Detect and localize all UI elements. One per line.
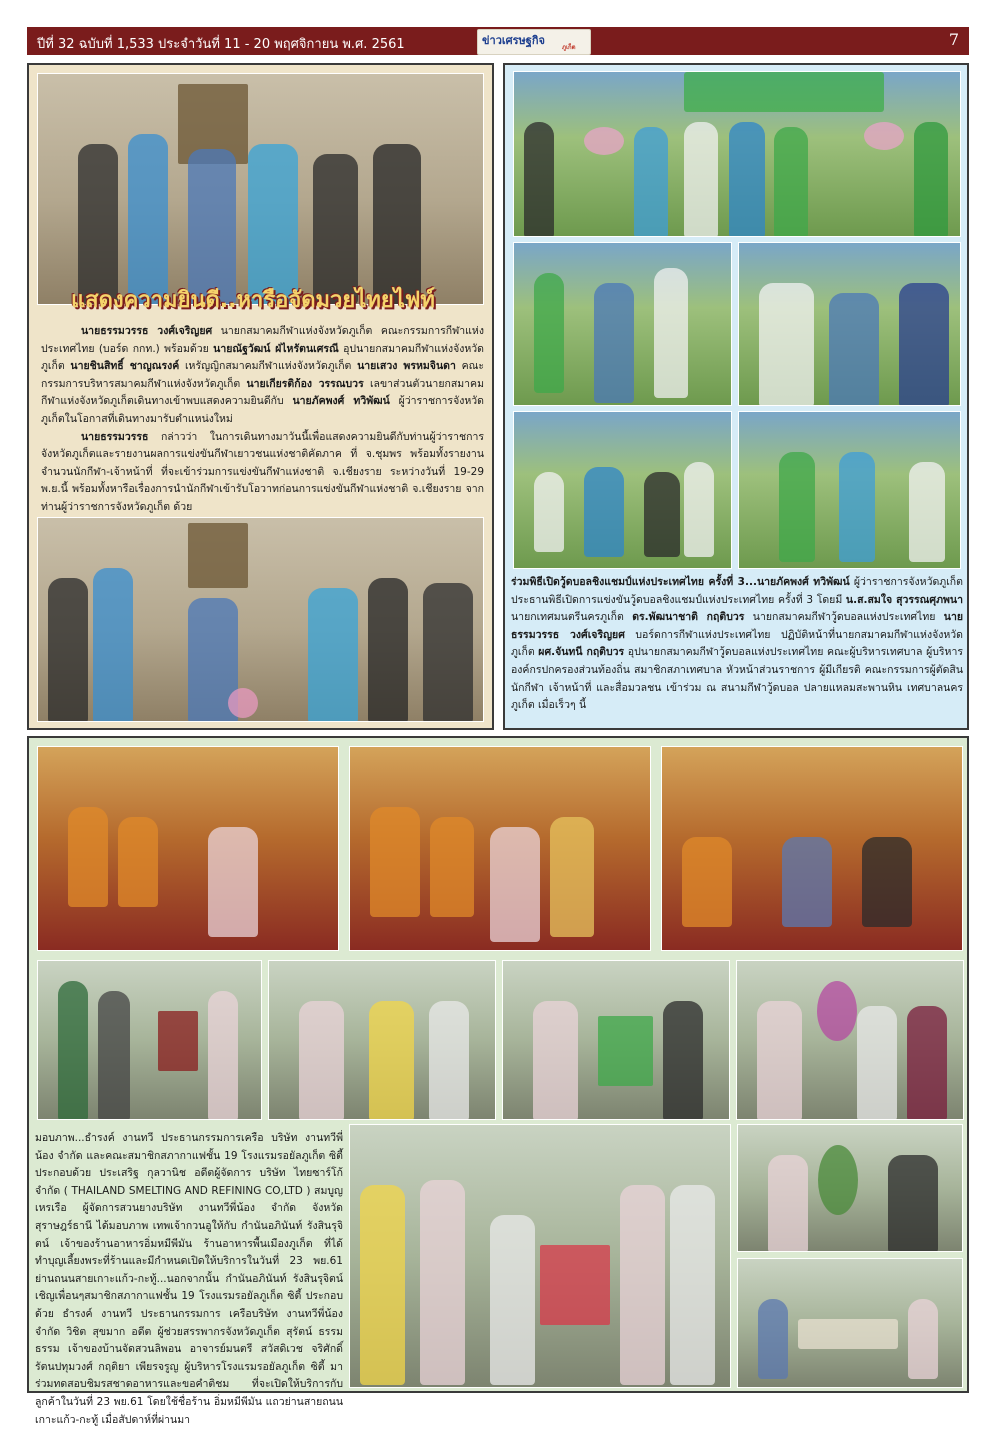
photo-monks-ceremony-1	[37, 746, 339, 951]
photo-woodball-group	[513, 71, 961, 237]
page-header-bar	[27, 27, 969, 55]
photo-group-handover	[37, 73, 484, 305]
page-number: 7	[948, 30, 959, 49]
photo-plant-gift	[737, 1124, 963, 1252]
article-body-text: นายธรรมวรรธ วงศ์เจริญยศ นายกสมาคมกีฬาแห่งจังหวัดภูเก็ต คณะกรรมการกีฬาแห่งประเทศไทย (บอร์ด กกท.) พร้อมด้วย นายณัฐวัฒน์ ฝ่ไหรัตนเศรณี อุปนายกสมาคมกีฬาแห่งจังหวัดภูเก็ต นายชินสิทธิ์ ชาญณรงค์ เหรัญญิกสมาคมกีฬาแห่งจังหวัดภูเก็ต นายเสวง พรหมจินดา คณะกรรมการบริหารสมาคมกีฬาแห่งจังหวัดภูเก็ต นายเกียรติก้อง วรรณบวร เลขาส่วนตัวนายกสมาคมกีฬาแห่งจังหวัดภูเก็ตเดินทางเข้าพบแสดงความยินดีกับ นายภัคพงศ์ ทวิพัฒน์ ผู้ว่าราชการจังหวัดภูเก็ตในโอกาสที่เดินทางมารับตำแหน่งใหม่ นายธรรมวรรธ กล่าวว่า ในการเดินทางมาวันนี้เพื่อแสดงความยินดีกับท่านผู้ว่าราชการจังหวัดภูเก็ตและรายงานผลการแข่งขันกีฬาเยาวชนแห่งชาติคัดภาค ที่ จ.ชุมพร พร้อมทั้งรายงานจำนวนนักกีฬา-เจ้าหน้าที่ ที่จะเข้าร่วมการแข่งขันกีฬาแห่งชาติ จ.เชียงราย ระหว่างวันที่ 19-29 พ.ย.นี้ พร้อมทั้งหารือเรื่องการนำนักกีฬาเข้ารับโอวาทก่อนการแข่งขันกีฬาแห่งชาติ จ.เชียงราย จากท่านผู้ว่าราชการจังหวัดภูเก็ต ด้วย	[41, 325, 485, 513]
photo-woodball-play	[738, 411, 961, 569]
photo-woodball-guests	[513, 411, 732, 569]
merit-article-text: มอบภาพ...ธำรงค์ งานทวี ประธานกรรมการเครือ บริษัท งานทวีพี่น้อง จำกัด และคณะสมาชิกสภากาแฟชั้น 19 โรงแรมรอยัลภูเก็ต ซิตี้ ประกอบด้วย ประเสริฐ กุลวานิช อดีตผู้จัดการ บริษัท ไทยซาร์โก้ จำกัด ( THAILAND SMELTING AND REFINING CO,LTD ) สมบูญ เหรเรือ ผู้จัดการสวนยางบริษัท งานทวีพี่น้อง จำกัด จังหวัดสุราษฎร์ธานี ได้มอบภาพ เทพเจ้ากวนอูให้กับ กำนันอภินันท์ รังสินรุจิตน์ เจ้าของร้านอาหารอิ่มหมีพีมัน ร้านอาหารพื้นเมืองภูเก็ต ที่ได้ทำบุญเลี้ยงพระที่ร้านและมีกำหนดเปิดให้บริการในวันที่ 23 พย.61 ย่านถนนสายเกาะแก้ว-กะทู้...นอกจากนั้น กำนันอภินันท์ รังสินรุจิตน์ เชิญเพื่อนๆสมาชิกสภากาแฟชั้น 19 โรงแรมรอยัลภูเก็ต ซิตี้ ประกอบด้วย ธำรงค์ งานทวี ประธานกรรมการ เครือบริษัท งานทวีพี่น้อง จำกัด วิชิต สุขมาก อดีต ผู้ช่วยสรรพากรจังหวัดภูเก็ต สุรัตน์ ธรรมธรรม เจ้าของบ้านจัดสวนลิพอน อาจารย์มนตรี สวัสดิเวช จริศักดิ์ รัตนปทุมวงศ์ กฤติยา เพียรจรูญ ผู้บริหารโรงแรมรอยัลภูเก็ต ซิตี้ มาร่วมทดสอบชิมรสชาดอาหารและขอคำติชม ที่จะเปิดให้บริการกับลูกค้าในวันที่ 23 พย.61 โดยใช้ชื่อร้าน อิ่มหมีพีมัน แถวย่านสายถนนเกาะแก้ว-กะทู้ เมื่อสัปดาห์ที่ผ่านมา	[35, 1132, 343, 1426]
caption-lead: ร่วมพิธีเปิดวู้ดบอลชิงแชมป์แห่งประเทศไทย ครั้งที่ 3...นายภัคพงศ์ ทวิพัฒน์	[511, 576, 850, 588]
photo-monks-ceremony-2	[349, 746, 651, 951]
article-congratulations-panel	[27, 63, 494, 730]
photo-present-gift	[502, 960, 730, 1120]
article-headline: แสดงความยินดี..หารือจัดมวยไทยไฟท์	[71, 288, 435, 313]
newspaper-logo	[477, 29, 591, 55]
photo-group-gift-box	[349, 1124, 731, 1388]
photo-handshake	[37, 517, 484, 722]
issue-info: ปีที่ 32 ฉบับที่ 1,533 ประจำวันที่ 11 - 20 พฤศจิกายน พ.ศ. 2561	[37, 37, 405, 52]
photo-dining-table	[737, 1258, 963, 1388]
photo-orchid-gift-1	[268, 960, 496, 1120]
photo-woodball-swing	[513, 242, 732, 406]
photo-woodball-gift	[738, 242, 961, 406]
logo-title: ข่าวเศรษฐกิจ	[482, 34, 545, 47]
photo-orchid-gift-2	[736, 960, 964, 1120]
person-name: นายธรรมวรรธ วงศ์เจริญยศ	[81, 325, 213, 337]
logo-subtitle: ภูเก็ต	[562, 44, 576, 51]
photo-painting-gift	[37, 960, 262, 1120]
photo-monks-ceremony-3	[661, 746, 963, 951]
woodball-caption: ร่วมพิธีเปิดวู้ดบอลชิงแชมป์แห่งประเทศไทย ครั้งที่ 3...นายภัคพงศ์ ทวิพัฒน์ ผู้ว่าราชการจังหวัดภูเก็ต ประธานพิธีเปิดการแข่งขันวู้ดบอลชิงแชมป์แห่งประเทศไทย ครั้งที่ 3 โดยมี น.ส.สมใจ สุวรรณศุภพนา นายกเทศมนตรีนครภูเก็ต ดร.พัฒนาชาติ กฤติบวร นายกสมาคมกีฬาวู้ดบอลแห่งประเทศไทย นายธรรมวรรธ วงศ์เจริญยศ บอร์ดการกีฬาแห่งประเทศไทย ปฏิบัติหน้าที่นายกสมาคมกีฬาแห่งจังหวัดภูเก็ต ผศ.จันทนี กฤติบวร อุปนายกสมาคมกีฬาวู้ดบอลแห่งประเทศไทย คณะผู้บริหารเทศบาล ผู้บริหารองค์กรปกครองส่วนท้องถิ่น สมาชิกสภาเทศบาล หัวหน้าส่วนราชการ ผู้มีเกียรติ คณะกรรมการผู้ตัดสิน นักกีฬา เจ้าหน้าที่ และสื่อมวลชน เข้าร่วม ณ สนามกีฬาวู้ดบอล ปลายแหลมสะพานหิน เทศบาลนครภูเก็ต เมื่อเร็วๆ นี้	[511, 576, 963, 712]
article-woodball-panel	[503, 63, 969, 730]
article-merit-panel	[27, 736, 969, 1426]
